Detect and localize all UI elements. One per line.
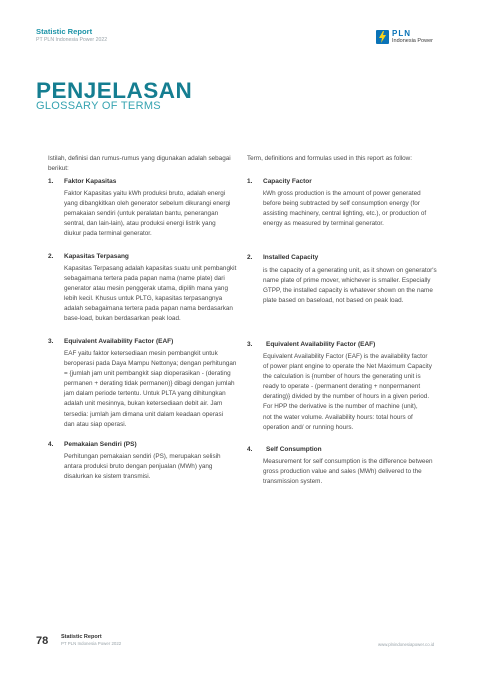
right-intro (247, 154, 442, 164)
right-text-line: ready to operate - (permanent derating + nonpermanent (263, 383, 421, 391)
left-item-number: 2. (48, 253, 54, 260)
left-item-body (64, 189, 246, 239)
right-text-line: For HPP the derivative is the number of machine (unit), (263, 403, 418, 411)
left-text-line: base-load, bukan berdasarkan peak load. (64, 315, 181, 323)
left-text-line: adalah sebagaimana tertera pada papan nama berdasarkan (64, 305, 233, 313)
right-text-line: of power plant engine to operate the Net Maximum Capacity (263, 363, 432, 371)
left-intro-line: berikut: (48, 165, 69, 173)
left-text-line: lebih kecil. Khusus untuk PLTG, kapasitas terpasangnya (64, 295, 223, 303)
right-item-body (263, 352, 448, 433)
left-text-line: Perhitungan pemakaian sendiri (PS), merupakan selisih (64, 453, 221, 460)
left-item-number: 3. (48, 338, 54, 345)
logo-text: PLN (392, 29, 411, 38)
left-item-heading: Pemakaian Sendiri (PS) (64, 441, 137, 448)
left-text-line: antara produksi bruto dengan penjualan (MWh) yang (64, 463, 213, 471)
right-text-line: transmission system. (263, 478, 323, 486)
right-text-line: is the capacity of a generating unit, as it shown on generator's (263, 267, 437, 274)
right-text-line: GTPP, the installed capacity is whatever shown on the name (263, 287, 433, 295)
left-text-line: Kapasitas Terpasang adalah kapasitas suatu unit pembangkit (64, 265, 237, 272)
pln-logo (376, 29, 436, 47)
left-text-line: beroperasi pada Daya Mampu Nettonya; dengan perhitungan (64, 360, 237, 368)
left-intro-line: Istilah, definisi dan rumus-rumus yang digunakan adalah sebagai (48, 155, 231, 162)
left-text-line: generator atau mesin penggerak utama, dipilih mana yang (64, 285, 228, 293)
left-text-line: Faktor Kapasitas yaitu kWh produksi bruto, adalah energi (64, 190, 226, 197)
right-item-heading: Capacity Factor (263, 178, 312, 185)
right-item-heading: Equivalent Availability Factor (EAF) (266, 341, 376, 348)
page-title: PENJELASAN (36, 78, 193, 103)
left-item-heading: Faktor Kapasitas (64, 178, 117, 185)
right-text-line: plate based on baseload, not based on peak load. (263, 297, 404, 305)
left-intro (48, 154, 243, 174)
left-text-line: sebagaimana tertera pada papan nama (name plate) dari (64, 275, 225, 283)
footer-title: Statistic Report (61, 634, 102, 640)
left-text-line: EAF yaitu faktor ketersediaan mesin pembangkit untuk (64, 350, 218, 357)
right-text-line: operation and/ or running hours. (263, 423, 354, 431)
header-title: Statistic Report (36, 27, 93, 36)
lightning-logo-icon (376, 30, 389, 44)
right-item-number: 3. (247, 341, 253, 348)
right-intro-line: Term, definitions and formulas used in this report as follow: (247, 155, 413, 162)
page-subtitle: GLOSSARY OF TERMS (36, 100, 161, 112)
header-subtitle: PT PLN Indonesia Power 2022 (36, 37, 108, 43)
left-text-line: dan atau siap operasi. (64, 420, 127, 428)
right-item-number: 1. (247, 178, 253, 185)
left-item-heading: Kapasitas Terpasang (64, 253, 129, 260)
left-text-line: adalah unit mesinnya, bukan ketersediaan debit air. Jam (64, 400, 223, 408)
left-text-line: pemakaian sendiri (untuk peralatan bantu, penerangan (64, 210, 219, 218)
right-text-line: not the water volume. Availability hours: total hours of (263, 413, 413, 421)
right-text-line: before being subtracted by self consumption energy (for (263, 200, 420, 208)
left-text-line: yang dibangkitkan oleh generator sebelum dikurangi energi (64, 200, 231, 208)
left-text-line: = {jumlah jam unit pembangkit siap dioperasikan - (derating (64, 370, 231, 378)
right-item-heading: Installed Capacity (263, 254, 319, 261)
left-item-number: 1. (48, 178, 54, 185)
right-text-line: the calculation is {number of hours the generating unit is (263, 373, 421, 381)
left-item-body (64, 349, 246, 430)
footer-url: www.plnindonesiapower.co.id (378, 642, 435, 647)
right-item-heading: Self Consumption (266, 446, 322, 453)
right-text-line: gross production value and sales (MWh) delivered to the (263, 468, 422, 476)
right-text-line: kWh gross production is the amount of power generated (263, 190, 421, 197)
left-item-body (64, 452, 246, 482)
footer-subtitle: PT PLN Indonesia Power 2022 (61, 641, 122, 646)
left-text-line: jam dalam periode tertentu. Untuk PLTA yang dihitungkan (64, 390, 226, 398)
left-text-line: sentral, dan lain-lain), atau produksi energi listrik yang (64, 220, 216, 228)
page-number: 78 (36, 635, 49, 647)
right-item-body (263, 457, 448, 487)
right-text-line: assisting machinery, central lighting, etc.), or production of (263, 210, 427, 218)
right-text-line: Measurement for self consumption is the difference between (263, 458, 433, 465)
left-text-line: tersedia: jumlah jam dimana unit dalam keadaan operasi (64, 410, 224, 418)
left-item-body (64, 264, 246, 325)
left-text-line: disalurkan ke sistem transmisi. (64, 473, 151, 481)
right-text-line: energy as measured by terminal generator. (263, 220, 384, 228)
right-item-number: 2. (247, 254, 253, 261)
right-text-line: derating)} divided by the number of hours in a given period. (263, 393, 430, 401)
left-item-number: 4. (48, 441, 54, 448)
left-text-line: diukur pada terminal generator. (64, 230, 152, 238)
right-text-line: name plate of prime mover, whichever is smaller. Especially (263, 277, 431, 285)
right-item-body (263, 266, 448, 306)
logo-subtext: Indonesia Power (392, 38, 433, 44)
left-text-line: permanen + derating tidak permanen)} dibagi dengan jumlah (64, 380, 235, 388)
right-text-line: Equivalent Availability Factor (EAF) is the availability factor (263, 353, 428, 360)
right-item-body (263, 189, 448, 229)
left-item-heading: Equivalent Availability Factor (EAF) (64, 338, 174, 345)
right-item-number: 4. (247, 446, 253, 453)
